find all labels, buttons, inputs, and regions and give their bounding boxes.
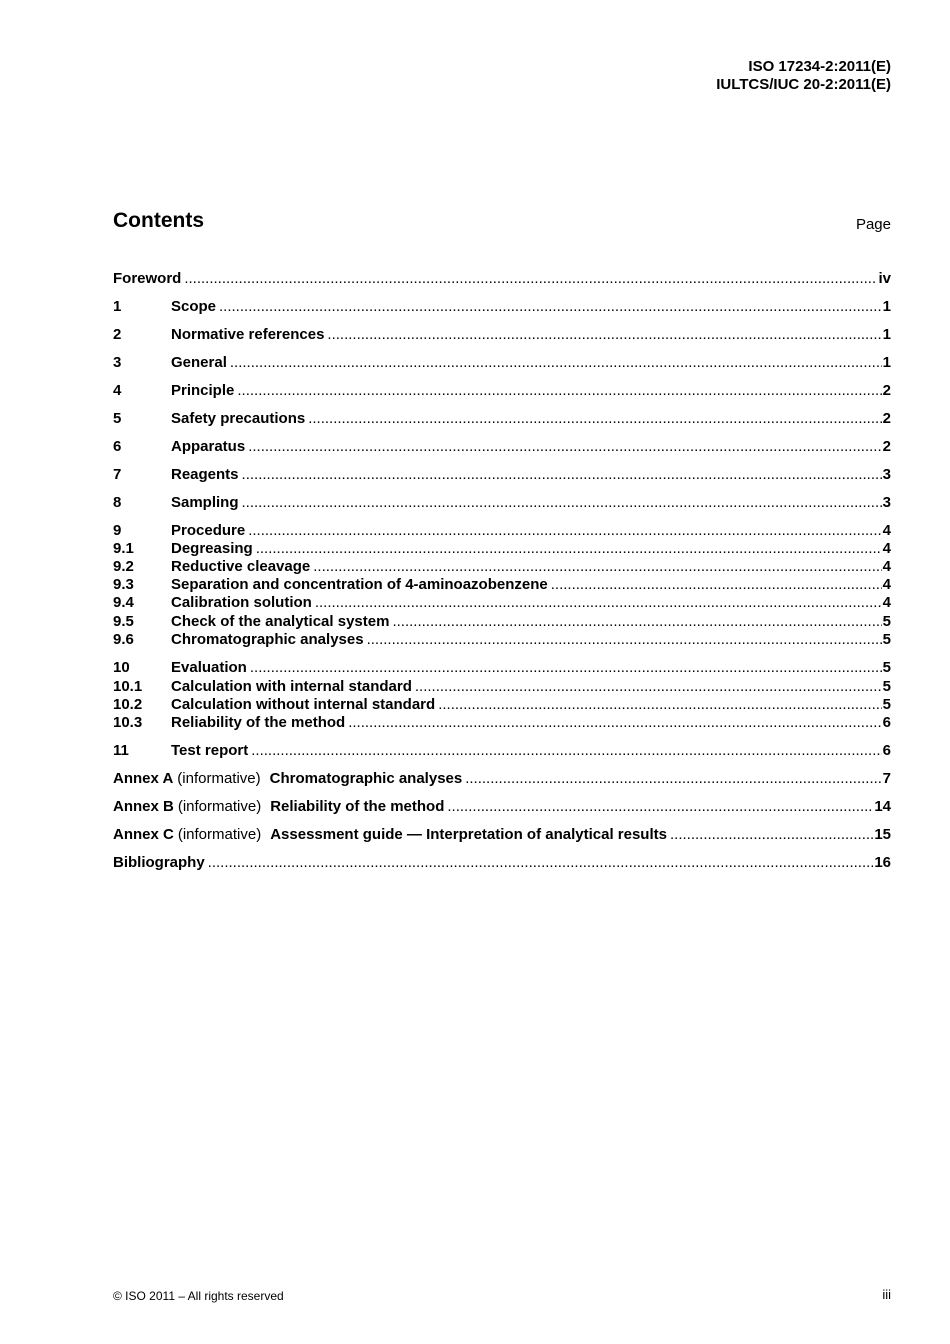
toc-entry-page: 6: [882, 742, 891, 759]
toc-entry-number: 10: [113, 659, 130, 676]
toc-entry-number: 10.3: [113, 714, 143, 731]
toc-entry-page: 4: [882, 594, 891, 611]
toc-subentry[interactable]: [113, 696, 891, 714]
toc-entry-page: 2: [882, 438, 891, 455]
toc-subentry[interactable]: [113, 613, 891, 631]
toc-entry-title: Separation and concentration of 4-aminoazobenzene: [171, 576, 548, 593]
page-column-label: Page: [855, 216, 891, 233]
toc-entry-page: 14: [874, 798, 891, 815]
toc-entry-number: 8: [113, 494, 122, 511]
dot-leader: [315, 594, 882, 612]
toc-entry-bibliography[interactable]: [113, 854, 891, 872]
toc-entry-number: 9.5: [113, 613, 134, 630]
toc-entry-number: 9.6: [113, 631, 134, 648]
toc-subentry[interactable]: [113, 714, 891, 732]
toc-entry-number: 10.2: [113, 696, 143, 713]
toc-entry-page: 15: [874, 826, 891, 843]
toc-entry-page: 3: [882, 494, 891, 511]
toc-entry-title: Reliability of the method: [171, 714, 346, 731]
toc-entry-page: 7: [882, 770, 891, 787]
toc-entry-title: Scope: [171, 298, 217, 315]
toc-entry-page: iv: [878, 270, 891, 287]
dot-leader: [438, 696, 881, 714]
dot-leader: [551, 576, 882, 594]
annex-type: (informative): [177, 798, 262, 815]
toc-entry-number: 2: [113, 326, 122, 343]
dot-leader: [251, 742, 881, 760]
toc-entry-annex-c[interactable]: [113, 826, 891, 844]
toc-entry-title: Chromatographic analyses: [171, 631, 364, 648]
toc-entry-page: 5: [882, 631, 891, 648]
toc-entry-number: 3: [113, 354, 122, 371]
dot-leader: [327, 326, 881, 344]
toc-entry-title: Safety precautions: [171, 410, 306, 427]
toc-entry-title: Foreword: [113, 270, 182, 287]
document-header: [716, 58, 891, 94]
annex-label: Annex C: [113, 826, 174, 843]
toc-entry-title: Sampling: [171, 494, 239, 511]
toc-entry-number: 9: [113, 522, 122, 539]
toc-entry-number: 9.2: [113, 558, 134, 575]
toc-entry-page: 6: [882, 714, 891, 731]
toc-entry[interactable]: [113, 326, 891, 344]
toc-entry[interactable]: [113, 354, 891, 372]
toc-entry-page: 4: [882, 576, 891, 593]
toc-entry-page: 4: [882, 522, 891, 539]
toc-subentry[interactable]: [113, 540, 891, 558]
toc-entry-title: Assessment guide — Interpretation of analytical results: [270, 826, 667, 843]
toc-entry-title: Reductive cleavage: [171, 558, 311, 575]
page-number: iii: [882, 1287, 891, 1302]
toc-entry-page: 1: [882, 354, 891, 371]
dot-leader: [465, 770, 881, 788]
dot-leader: [415, 678, 882, 696]
toc-entry-title: Calculation without internal standard: [171, 696, 436, 713]
dot-leader: [447, 798, 873, 816]
dot-leader: [308, 410, 881, 428]
toc-entry-title: Calibration solution: [171, 594, 312, 611]
annex-type: (informative): [177, 826, 262, 843]
toc-entry-annex-a[interactable]: [113, 770, 891, 788]
toc-entry[interactable]: [113, 382, 891, 400]
toc-entry[interactable]: [113, 494, 891, 512]
toc-entry-page: 4: [882, 540, 891, 557]
toc-entry-title: Reagents: [171, 466, 239, 483]
toc-subentry[interactable]: [113, 631, 891, 649]
toc-entry[interactable]: [113, 466, 891, 484]
toc-entry-number: 11: [113, 742, 129, 759]
toc-entry-foreword[interactable]: [113, 270, 891, 288]
toc-subentry[interactable]: [113, 678, 891, 696]
page-title: Contents: [113, 209, 204, 232]
toc-entry-title: Evaluation: [171, 659, 247, 676]
toc-entry-page: 1: [882, 326, 891, 343]
dot-leader: [242, 466, 882, 484]
toc-entry-page: 5: [882, 678, 891, 695]
toc-entry-title: Normative references: [171, 326, 325, 343]
toc-entry-page: 1: [882, 298, 891, 315]
toc-subentry[interactable]: [113, 576, 891, 594]
dot-leader: [242, 494, 882, 512]
toc-subentry[interactable]: [113, 594, 891, 612]
toc-entry[interactable]: [113, 742, 891, 760]
toc-entry[interactable]: [113, 659, 891, 677]
copyright-notice: © ISO 2011 – All rights reserved: [113, 1289, 284, 1303]
toc-entry-title: Procedure: [171, 522, 246, 539]
toc-entry-title: Degreasing: [171, 540, 253, 557]
dot-leader: [248, 522, 881, 540]
toc-entry-page: 2: [882, 410, 891, 427]
toc-entry-page: 5: [882, 659, 891, 676]
toc-entry[interactable]: [113, 522, 891, 540]
dot-leader: [392, 613, 881, 631]
toc-entry-page: 3: [882, 466, 891, 483]
dot-leader: [367, 631, 882, 649]
dot-leader: [348, 714, 881, 732]
toc-entry-number: 1: [113, 298, 122, 315]
toc-entry-number: 6: [113, 438, 122, 455]
toc-entry-number: 4: [113, 382, 122, 399]
standard-number: ISO 17234-2:2011(E): [748, 58, 891, 75]
toc-entry-number: 10.1: [113, 678, 143, 695]
dot-leader: [256, 540, 882, 558]
toc-entry-page: 5: [882, 696, 891, 713]
dot-leader: [230, 354, 882, 372]
dot-leader: [237, 382, 881, 400]
toc-entry[interactable]: [113, 410, 891, 428]
dot-leader: [184, 270, 877, 288]
toc-entry-number: 9.4: [113, 594, 134, 611]
toc-entry-title: Bibliography: [113, 854, 205, 871]
toc-entry-title: Principle: [171, 382, 235, 399]
dot-leader: [208, 854, 874, 872]
toc-entry-title: Reliability of the method: [270, 798, 445, 815]
dot-leader: [670, 826, 873, 844]
toc-entry-page: 4: [882, 558, 891, 575]
toc-entry-number: 7: [113, 466, 122, 483]
toc-entry-title: Test report: [171, 742, 249, 759]
dot-leader: [250, 659, 882, 677]
toc-entry-title: Check of the analytical system: [171, 613, 390, 630]
toc-subentry[interactable]: [113, 558, 891, 576]
annex-label: Annex B: [113, 798, 174, 815]
toc-entry-number: 9.1: [113, 540, 134, 557]
annex-label: Annex A: [113, 770, 174, 787]
toc-entry-title: Apparatus: [171, 438, 246, 455]
toc-entry-annex-b[interactable]: [113, 798, 891, 816]
toc-entry[interactable]: [113, 298, 891, 316]
toc-entry-page: 5: [882, 613, 891, 630]
toc-entry-title: Calculation with internal standard: [171, 678, 412, 695]
dot-leader: [219, 298, 882, 316]
toc-entry-page: 2: [882, 382, 891, 399]
toc-entry-title: General: [171, 354, 227, 371]
toc-entry-number: 5: [113, 410, 122, 427]
standard-number-secondary: IULTCS/IUC 20-2:2011(E): [716, 76, 891, 93]
toc-entry-number: 9.3: [113, 576, 134, 593]
toc-entry-title: Chromatographic analyses: [269, 770, 463, 787]
annex-type: (informative): [177, 770, 261, 787]
toc-entry[interactable]: [113, 438, 891, 456]
dot-leader: [248, 438, 881, 456]
dot-leader: [313, 558, 881, 576]
toc-entry-page: 16: [874, 854, 891, 871]
